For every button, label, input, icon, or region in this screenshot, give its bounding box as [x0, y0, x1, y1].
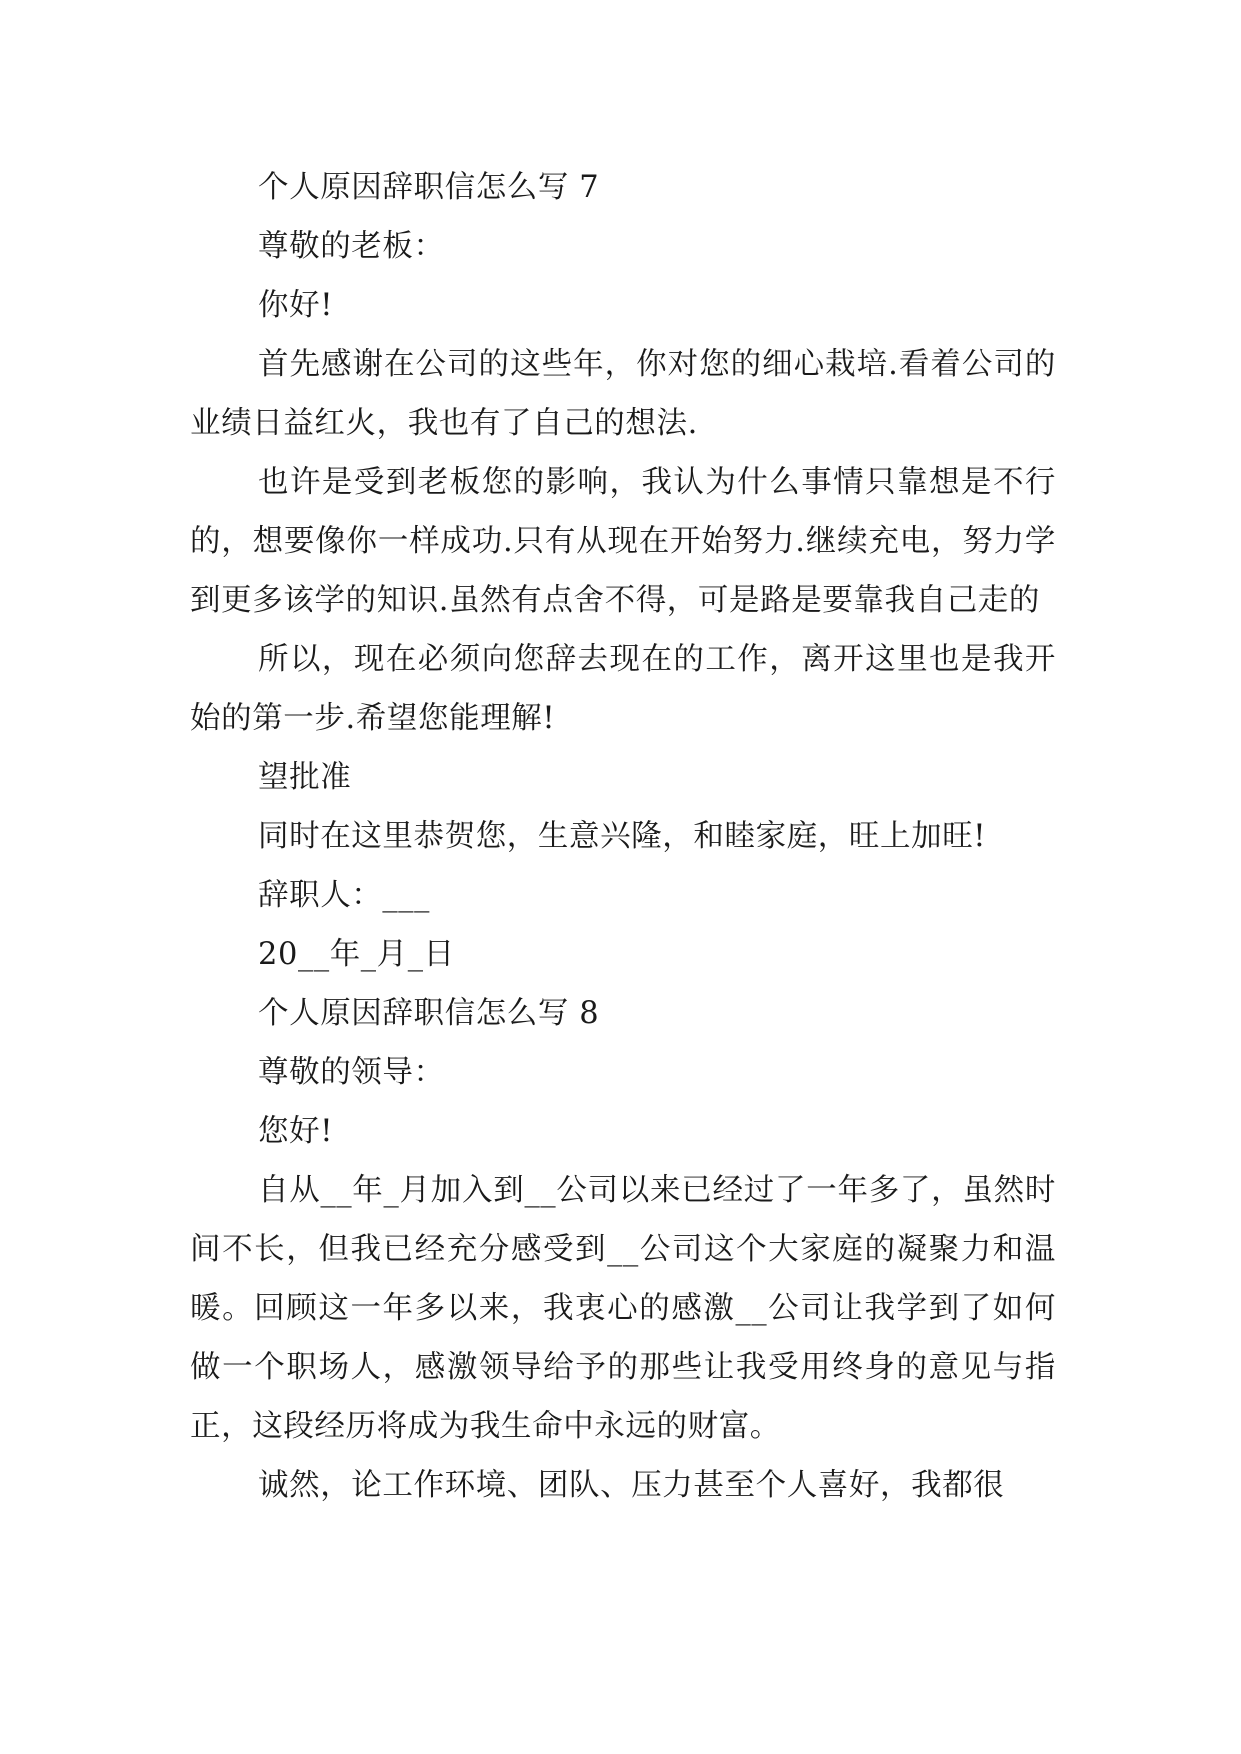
body-paragraph: 自从__年_月加入到__公司以来已经过了一年多了，虽然时间不长，但我已经充分感受到__公司这个大家庭的凝聚力和温暖。回顾这一年多以来，我衷心的感激__公司让我学到了如何做一个职场人，感激领导给予的那些让我受用终身的意见与指正，这段经历将成为我生命中永远的财富。 — [190, 1173, 1056, 1444]
document-body — [190, 158, 1056, 1515]
letter-7-title: 个人原因辞职信怎么写 7 — [258, 170, 600, 205]
greeting: 你好! — [258, 288, 334, 323]
salutation: 尊敬的老板： — [258, 229, 445, 264]
date-line: 20__年_月_日 — [258, 937, 455, 972]
body-paragraph: 诚然，论工作环境、团队、压力甚至个人喜好，我都很 — [258, 1468, 1005, 1503]
letter-8-title: 个人原因辞职信怎么写 8 — [258, 996, 600, 1031]
closing-wishes: 同时在这里恭贺您，生意兴隆，和睦家庭，旺上加旺! — [258, 819, 987, 854]
body-paragraph: 首先感谢在公司的这些年，你对您的细心栽培.看着公司的业绩日益红火，我也有了自己的想法. — [190, 347, 1056, 441]
request-line: 望批准 — [258, 760, 352, 795]
greeting: 您好! — [258, 1114, 334, 1149]
signature-line: 辞职人：___ — [258, 878, 430, 913]
body-paragraph: 所以，现在必须向您辞去现在的工作，离开这里也是我开始的第一步.希望您能理解! — [190, 642, 1056, 736]
salutation: 尊敬的领导： — [258, 1055, 445, 1090]
body-paragraph: 也许是受到老板您的影响，我认为什么事情只靠想是不行的，想要像你一样成功.只有从现在开始努力.继续充电，努力学到更多该学的知识.虽然有点舍不得，可是路是要靠我自己走的 — [190, 465, 1056, 618]
